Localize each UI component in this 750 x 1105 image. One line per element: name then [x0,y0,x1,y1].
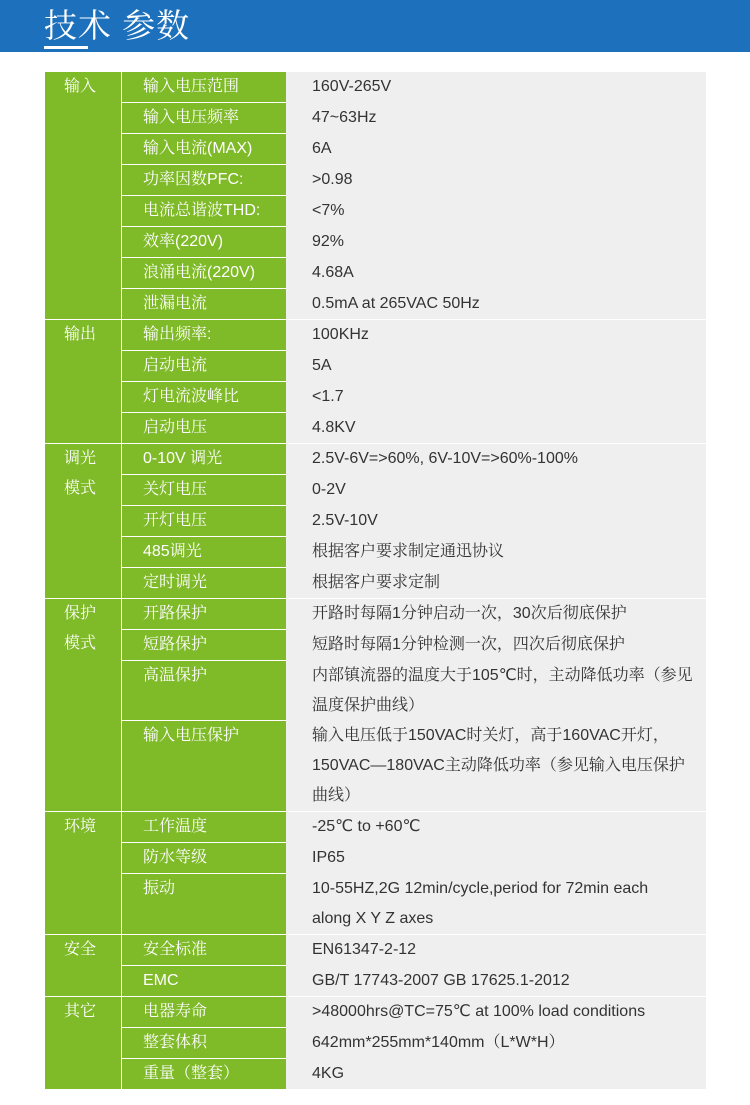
spec-value [286,661,706,721]
spec-label: 关灯电压 [122,475,286,506]
category-label: 模式 [64,635,97,652]
spec-value-line: 根据客户要求制定通迅协议 [312,543,505,560]
spec-value [286,227,706,258]
spec-value-line: 曲线） [312,787,361,804]
spec-section [45,997,706,1089]
spec-value [286,1028,706,1059]
spec-value [286,289,706,319]
spec-row [122,874,706,934]
spec-value [286,1059,706,1089]
spec-section [45,935,706,997]
spec-row [122,351,706,382]
spec-value [286,966,706,996]
spec-label: 高温保护 [122,661,286,721]
page-title: 技术 参数 [44,7,191,44]
spec-value [286,320,706,351]
spec-row [122,382,706,413]
spec-row [122,258,706,289]
spec-value-line: 4KG [312,1065,345,1082]
spec-value-line: 开路时每隔1分钟启动一次，30次后彻底保护 [312,605,627,622]
spec-section [45,444,706,599]
spec-value-line: IP65 [312,849,345,866]
spec-label: 振动 [122,874,286,934]
spec-value-line: EN61347-2-12 [312,941,417,958]
spec-value [286,935,706,966]
spec-label: 防水等级 [122,843,286,874]
spec-label: 工作温度 [122,812,286,843]
section-category [45,997,122,1089]
spec-label: 输入电流(MAX) [122,134,286,165]
spec-row [122,599,706,630]
category-label: 安全 [64,941,97,958]
spec-label: 开路保护 [122,599,286,630]
spec-value-line: 150VAC—180VAC主动降低功率（参见输入电压保护 [312,757,685,774]
spec-label: 效率(220V) [122,227,286,258]
spec-value [286,599,706,630]
spec-value-line: 2.5V-10V [312,512,378,529]
category-label: 其它 [64,1003,97,1020]
spec-table [45,72,706,1089]
spec-row [122,537,706,568]
spec-value-line: 4.8KV [312,419,356,436]
spec-value-line: 6A [312,140,332,157]
spec-row [122,165,706,196]
category-label: 保护 [64,605,97,622]
spec-row [122,506,706,537]
spec-row [122,935,706,966]
section-category [45,599,122,811]
spec-value [286,630,706,661]
section-category [45,444,122,598]
spec-value [286,165,706,196]
spec-value-line: 4.68A [312,264,354,281]
spec-label: 重量（整套） [122,1059,286,1089]
title-underline [44,46,88,49]
category-label: 输入 [64,78,97,95]
spec-label: 电器寿命 [122,997,286,1028]
spec-label: 开灯电压 [122,506,286,537]
spec-value [286,721,706,811]
spec-value [286,103,706,134]
spec-value [286,874,706,934]
section-category [45,812,122,934]
spec-value-line: 100KHz [312,326,369,343]
spec-value [286,568,706,598]
section-category [45,72,122,319]
spec-value [286,475,706,506]
spec-label: EMC [122,966,286,996]
spec-label: 功率因数PFC: [122,165,286,196]
spec-value [286,134,706,165]
spec-label: 安全标准 [122,935,286,966]
spec-row [122,444,706,475]
spec-value-line: 92% [312,233,345,250]
spec-label: 灯电流波峰比 [122,382,286,413]
section-category [45,320,122,443]
spec-value-line: along X Y Z axes [312,910,434,927]
spec-value-line: 160V-265V [312,78,392,95]
header-bar [0,0,750,52]
spec-label: 启动电流 [122,351,286,382]
spec-row [122,661,706,721]
category-label: 环境 [64,818,97,835]
section-category [45,935,122,996]
spec-label: 启动电压 [122,413,286,443]
spec-label: 0-10V 调光 [122,444,286,475]
spec-value [286,537,706,568]
spec-row [122,320,706,351]
spec-value-line: >48000hrs@TC=75℃ at 100% load conditions [312,1003,646,1020]
spec-value [286,506,706,537]
spec-value-line: <7% [312,202,345,219]
spec-row [122,997,706,1028]
spec-row [122,1028,706,1059]
category-label: 模式 [64,480,97,497]
spec-value-line: 温度保护曲线） [312,697,425,714]
spec-label: 泄漏电流 [122,289,286,319]
spec-value-line: 内部镇流器的温度大于105℃时，主动降低功率（参见 [312,667,693,684]
spec-value-line: 2.5V-6V=>60%, 6V-10V=>60%-100% [312,450,578,467]
spec-label: 整套体积 [122,1028,286,1059]
spec-label: 电流总谐波THD: [122,196,286,227]
spec-value-line: 5A [312,357,332,374]
spec-value [286,444,706,475]
spec-label: 定时调光 [122,568,286,598]
category-label: 输出 [64,326,97,343]
category-label: 调光 [64,450,97,467]
spec-label: 浪涌电流(220V) [122,258,286,289]
spec-value [286,997,706,1028]
spec-row [122,227,706,258]
spec-value [286,382,706,413]
spec-row [122,196,706,227]
spec-value-line: 10-55HZ,2G 12min/cycle,period for 72min each [312,880,649,897]
spec-row [122,568,706,598]
spec-value-line: 0.5mA at 265VAC 50Hz [312,295,480,312]
spec-section [45,599,706,812]
spec-row [122,475,706,506]
spec-row [122,103,706,134]
spec-value [286,196,706,227]
spec-value-line: -25℃ to +60℃ [312,818,421,835]
spec-row [122,630,706,661]
spec-label: 输入电压频率 [122,103,286,134]
spec-value [286,351,706,382]
spec-value [286,812,706,843]
spec-value [286,843,706,874]
spec-label: 输入电压范围 [122,72,286,103]
spec-section [45,320,706,444]
spec-row [122,1059,706,1089]
spec-row [122,413,706,443]
spec-row [122,966,706,996]
spec-value-line: 短路时每隔1分钟检测一次，四次后彻底保护 [312,636,625,653]
spec-value-line: 0-2V [312,481,346,498]
spec-section [45,812,706,935]
spec-row [122,721,706,811]
spec-label: 输出频率: [122,320,286,351]
spec-value [286,72,706,103]
spec-value [286,258,706,289]
spec-value-line: 642mm*255mm*140mm（L*W*H） [312,1034,565,1051]
spec-value-line: 输入电压低于150VAC时关灯，高于160VAC开灯， [312,727,669,744]
spec-label: 短路保护 [122,630,286,661]
spec-label: 485调光 [122,537,286,568]
spec-value [286,413,706,443]
spec-value-line: 根据客户要求定制 [312,574,441,591]
spec-value-line: <1.7 [312,388,344,405]
spec-row [122,72,706,103]
spec-row [122,134,706,165]
spec-value-line: GB/T 17743-2007 GB 17625.1-2012 [312,972,570,989]
spec-value-line: >0.98 [312,171,353,188]
spec-section [45,72,706,320]
spec-label: 输入电压保护 [122,721,286,811]
spec-row [122,289,706,319]
spec-row [122,812,706,843]
spec-row [122,843,706,874]
spec-value-line: 47~63Hz [312,109,377,126]
